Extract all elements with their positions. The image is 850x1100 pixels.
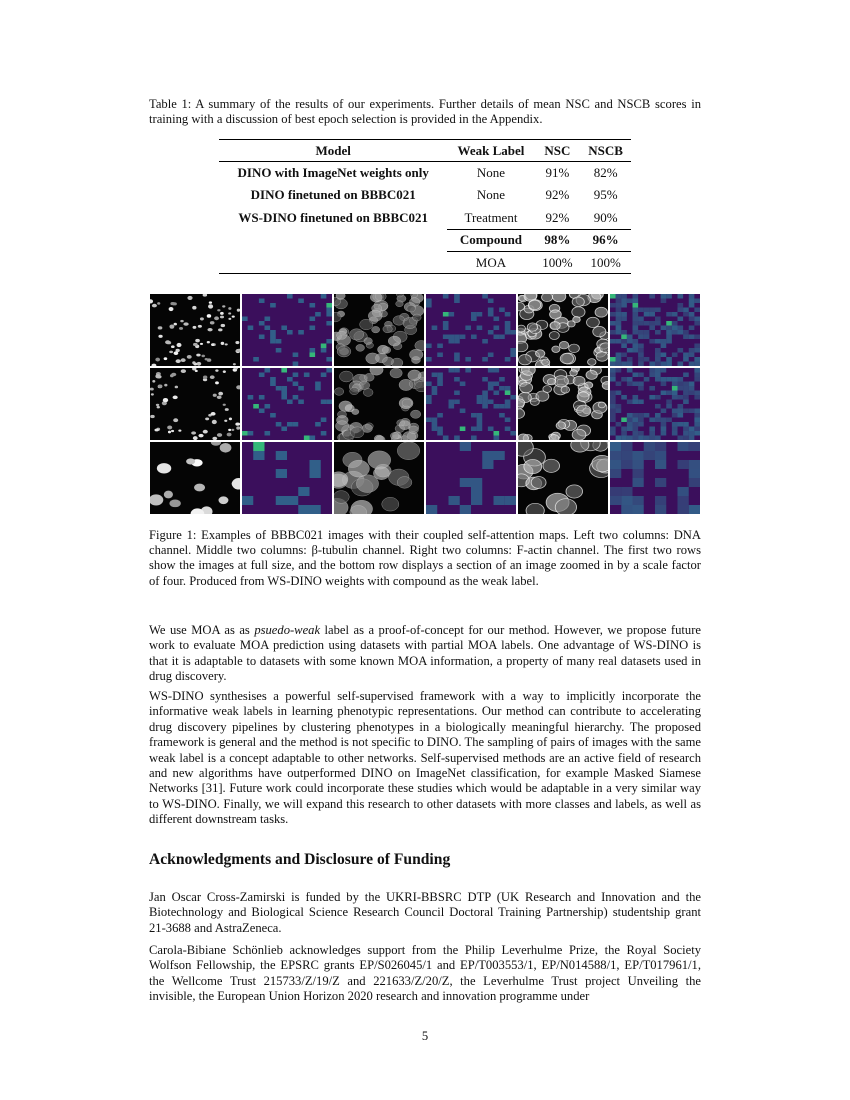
model-cell: WS-DINO finetuned on BBBC021 [238, 209, 429, 225]
results-table [219, 139, 631, 274]
page-number: 5 [421, 1029, 429, 1043]
microscopy-image-dna-row2 [150, 368, 240, 440]
attention-map-dna-row1 [242, 294, 332, 366]
nsc-cell: 91% [545, 165, 570, 181]
weak-label-cell: None [476, 187, 506, 203]
paragraph-moa [149, 623, 701, 685]
header-weak-label: Weak Label [447, 140, 534, 162]
attention-map-tubulin-row2 [426, 368, 516, 440]
nscb-cell: 82% [593, 165, 618, 181]
microscopy-image-dna-row1 [150, 294, 240, 366]
microscopy-image-actin-row2 [518, 368, 608, 440]
table-row [219, 162, 631, 184]
weak-label-cell: Compound [447, 229, 534, 251]
model-cell [219, 251, 447, 273]
model-cell [219, 229, 447, 251]
attention-map-actin-row1 [610, 294, 700, 366]
paragraph-ws-dino: WS-DINO synthesises a powerful self-supervised framework with a way to implicitly incorporate the informative weak labels in learning phenotypic representations. Our method can contribute to accelerating drug discovery pipelines by clustering phenotypes in a biologically meaningful hierarchy. The proposed framework is general and the method is not specific to DINO. The sampling of pairs of images with the same weak label is a concept adaptable to other networks. Self-supervised methods are an active field of research and new algorithms have outperformed DINO on ImageNet classification, for example Masked Siamese Networks [31]. Future work could incorporate these studies which would be adaptable in a very similar way to WS-DINO. Finally, we will expand this research to other datasets with more classes and labels, as well as different downstream tasks. [149, 689, 701, 827]
nscb-cell: 100% [580, 251, 631, 273]
header-nsc: NSC [535, 140, 581, 162]
microscopy-image-tubulin-row1 [334, 294, 424, 366]
attention-map-tubulin-row1 [426, 294, 516, 366]
paragraph-funding-2: Carola-Bibiane Schönlieb acknowledges support from the Philip Leverhulme Prize, the Royal Society Wolfson Fellowship, the EPSRC grants EP/S026045/1 and EP/T003553/1, EP/N014588/1, EP/T017961/1, the Wellcome Trust 215733/Z/19/Z and 221633/Z/20/Z, the Leverhulme Trust project Unveiling the invisible, the European Union Horizon 2020 research and innovation programme under [149, 943, 701, 1004]
figure-caption: Figure 1: Examples of BBBC021 images with their coupled self-attention maps. Left two columns: DNA channel. Middle two columns: β-tubulin channel. Right two columns: F-actin channel. The first two rows show the images at full size, and the bottom row displays a section of an image zoomed in by a scale factor of four. Produced from WS-DINO weights with compound as the weak label. [149, 528, 701, 588]
table-row [219, 229, 631, 251]
nsc-cell: 92% [545, 187, 570, 203]
paragraph-moa-end: label as a proof-of-concept for our method. However, we propose future work to evaluate MOA prediction using datasets with partial MOA labels. One advantage of WS-DINO is that it is adaptable to datasets with some known MOA information, a property of many real datasets used in drug discovery. [149, 623, 701, 684]
nscb-cell: 96% [580, 229, 631, 251]
table-caption: Table 1: A summary of the results of our experiments. Further details of mean NSC and NSCB scores in training with a discussion of best epoch selection is provided in the Appendix. [149, 97, 701, 127]
weak-label-cell: MOA [447, 251, 534, 273]
nsc-cell: 100% [535, 251, 581, 273]
microscopy-figure [150, 294, 700, 514]
paragraph-funding-1: Jan Oscar Cross-Zamirski is funded by the UKRI-BBSRC DTP (UK Research and Innovation and the Biotechnology and Biological Science Research Council Doctoral Training Partnership) studentship grant 21-3688 and AstraZeneca. [149, 890, 701, 935]
weak-label-cell: None [476, 165, 506, 181]
attention-map-tubulin-row3 [426, 442, 516, 514]
model-cell: DINO finetuned on BBBC021 [250, 187, 416, 203]
header-nscb: NSCB [580, 140, 631, 162]
microscopy-image-actin-row1 [518, 294, 608, 366]
microscopy-image-dna-row3 [150, 442, 240, 514]
attention-map-dna-row2 [242, 368, 332, 440]
attention-map-dna-row3 [242, 442, 332, 514]
microscopy-image-tubulin-row3 [334, 442, 424, 514]
paragraph-moa-italic: psuedo-weak [254, 623, 321, 637]
model-cell: DINO with ImageNet weights only [237, 165, 429, 181]
paragraph-moa-start: We use MOA as as [149, 623, 255, 637]
weak-label-cell: Treatment [464, 209, 518, 225]
nscb-cell: 90% [593, 209, 618, 225]
attention-map-actin-row2 [610, 368, 700, 440]
section-title: Acknowledgments and Disclosure of Funding [149, 851, 451, 868]
table-row [219, 184, 631, 206]
nsc-cell: 92% [545, 209, 570, 225]
attention-map-actin-row3 [610, 442, 700, 514]
nsc-cell: 98% [535, 229, 581, 251]
nscb-cell: 95% [593, 187, 618, 203]
table-header-row [219, 140, 631, 162]
microscopy-image-actin-row3 [518, 442, 608, 514]
header-model: Model [219, 140, 447, 162]
table-row [219, 207, 631, 229]
microscopy-image-tubulin-row2 [334, 368, 424, 440]
table-row [219, 251, 631, 273]
